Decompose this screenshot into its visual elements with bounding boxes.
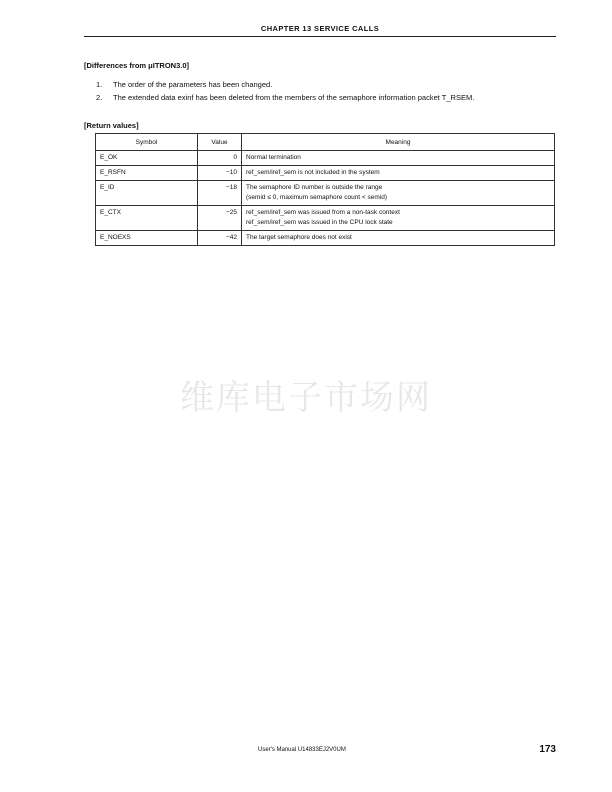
symbol-cell: E_CTX: [96, 206, 198, 231]
meaning-cell: [242, 166, 555, 181]
header-divider: [84, 36, 556, 37]
meaning-cell: [242, 151, 555, 166]
column-header-meaning: Meaning: [242, 134, 555, 151]
differences-list: [96, 78, 556, 104]
meaning-line: ref_sem/iref_sem is not included in the system: [246, 169, 380, 176]
list-item: [96, 78, 556, 91]
footer-manual-id: User's Manual U14833EJ2V0UM: [258, 747, 346, 753]
column-header-value: Value: [198, 134, 242, 151]
chapter-header: CHAPTER 13 SERVICE CALLS: [260, 24, 380, 33]
meaning-line: The semaphore ID number is outside the range: [246, 184, 383, 191]
page-number: 173: [539, 744, 556, 755]
symbol-cell: E_NOEXS: [96, 231, 198, 246]
watermark: 维库电子市场网: [180, 378, 432, 418]
table-row: [96, 181, 555, 206]
meaning-line: (semid ≤ 0, maximum semaphore count < semid): [246, 194, 388, 201]
list-item-number: 1.: [96, 80, 103, 89]
value-cell: −10: [198, 166, 242, 181]
list-item: [96, 91, 556, 104]
meaning-cell: [242, 206, 555, 231]
meaning-line: ref_sem/iref_sem was issued in the CPU lock state: [246, 219, 393, 226]
symbol-cell: E_OK: [96, 151, 198, 166]
column-header-symbol: Symbol: [96, 134, 198, 151]
meaning-line: ref_sem/iref_sem was issued from a non-task context: [246, 209, 400, 216]
table-row: [96, 231, 555, 246]
meaning-cell: [242, 181, 555, 206]
return-values-heading: [Return values]: [84, 121, 139, 130]
differences-heading: [Differences from μITRON3.0]: [84, 61, 190, 70]
return-values-table: [95, 133, 555, 246]
symbol-cell: E_RSFN: [96, 166, 198, 181]
symbol-cell: E_ID: [96, 181, 198, 206]
value-cell: −18: [198, 181, 242, 206]
meaning-line: Normal termination: [246, 154, 301, 161]
table-row: [96, 166, 555, 181]
meaning-cell: [242, 231, 555, 246]
table-row: [96, 206, 555, 231]
list-item-text: The extended data exinf has been deleted from the members of the semaphore information packet T_RSEM.: [113, 93, 475, 102]
table-header-row: [96, 134, 555, 151]
value-cell: 0: [198, 151, 242, 166]
table-row: [96, 151, 555, 166]
meaning-line: The target semaphore does not exist: [246, 234, 352, 241]
list-item-number: 2.: [96, 93, 103, 102]
value-cell: −42: [198, 231, 242, 246]
value-cell: −25: [198, 206, 242, 231]
list-item-text: The order of the parameters has been changed.: [113, 80, 273, 89]
